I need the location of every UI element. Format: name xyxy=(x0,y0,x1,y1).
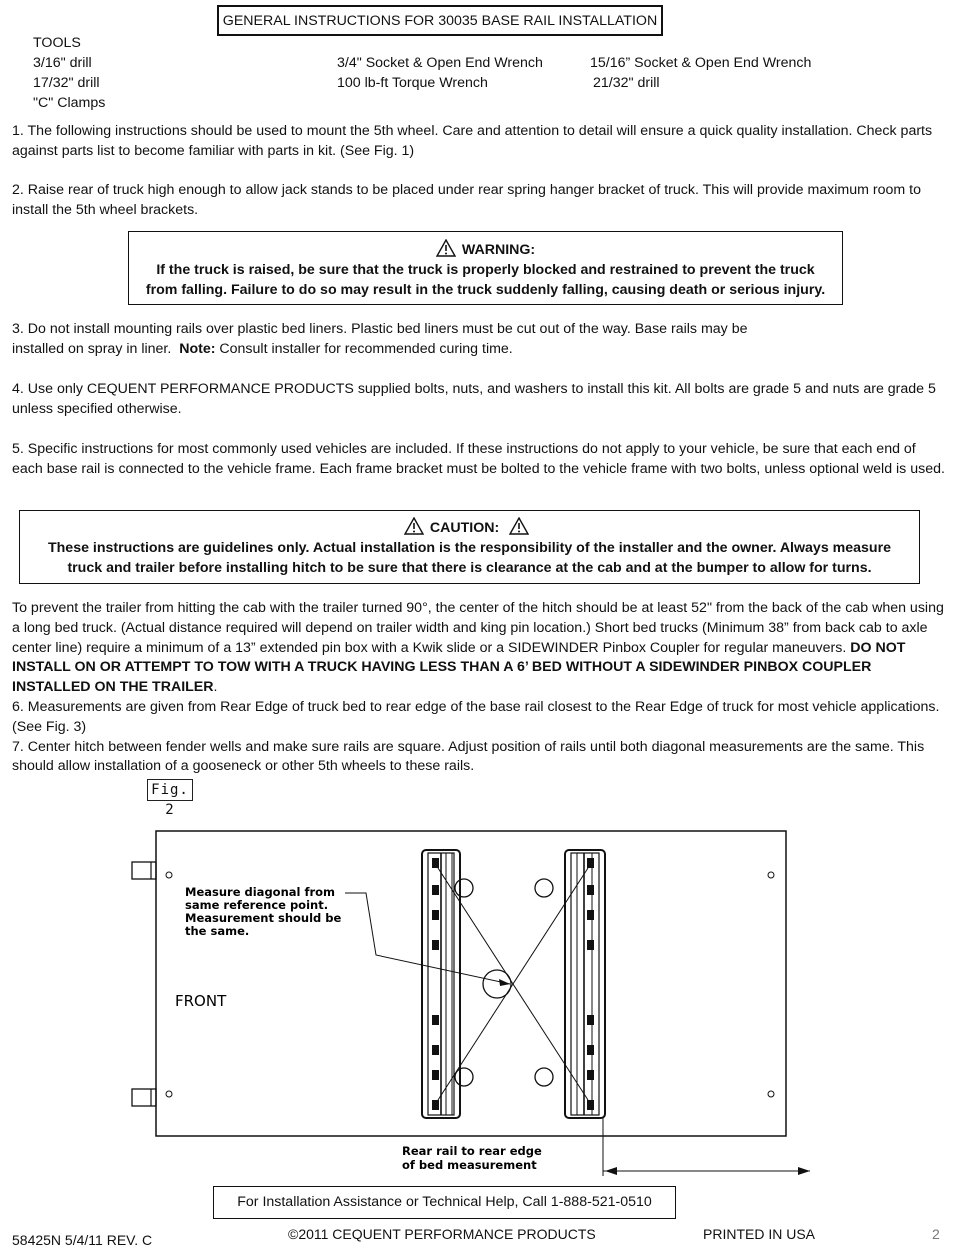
tool-item: 3/16" drill xyxy=(33,55,92,71)
bed-hole xyxy=(535,1068,553,1086)
step-6: 6. Measurements are given from Rear Edge of truck bed to rear edge of the base rail closest to the Rear Edge of truck for most vehicle applications. (See Fig. 3) xyxy=(12,698,940,735)
caution-title: CAUTION: xyxy=(429,520,500,536)
corner-hole xyxy=(768,872,774,878)
part-number: 58425N 5/4/11 REV. C xyxy=(12,1232,153,1248)
clearance-text: To prevent the trailer from hitting the cab with the trailer turned 90°, the center of the hitch should be at least 52" from the back of the cab when using a long bed truck. (Actual distance required will depend on trailer width and king pin location.) Short bed trucks (Minimum 38” from back cab to axle center line) require a minimum of a 13” extended pin box with a Kwik slide or a SIDEWINDER Pinbox Coupler for regular maneuvers. xyxy=(12,600,944,656)
clearance-end: . xyxy=(213,679,218,696)
step-7: 7. Center hitch between fender wells and make sure rails are square. Adjust position of rails until both diagonal measurements are the same. This should allow installation of a gooseneck or other 5th wheels to these rails. xyxy=(12,738,925,775)
note-text: Consult installer for recommended curing time. xyxy=(215,340,513,357)
right-base-rail xyxy=(565,850,605,1118)
printed-in: PRINTED IN USA xyxy=(703,1226,816,1242)
corner-hole xyxy=(166,872,172,878)
document-title: GENERAL INSTRUCTIONS FOR 30035 BASE RAIL INSTALLATION xyxy=(217,5,663,36)
step-2: 2. Raise rear of truck high enough to allow jack stands to be placed under rear spring hanger bracket of truck. This will provide maximum room to install the 5th wheel brackets. xyxy=(12,182,921,218)
warning-line: If the truck is raised, be sure that the truck is properly blocked and restrained to prevent the truck xyxy=(156,262,815,278)
step-5: 5. Specific instructions for most commonly used vehicles are included. If these instructions do not apply to your vehicle, be sure that each end of each base rail is connected to the vehicle frame. Each frame bracket must be bolted to the vehicle frame with two bolts, unless optional weld is used. xyxy=(12,441,945,477)
diagonal-note: the same. xyxy=(185,924,250,938)
tool-item: 3/4" Socket & Open End Wrench xyxy=(337,55,543,71)
corner-hole xyxy=(166,1091,172,1097)
left-base-rail xyxy=(422,850,460,1118)
step-4: 4. Use only CEQUENT PERFORMANCE PRODUCTS supplied bolts, nuts, and washers to install this kit. All bolts are grade 5 and nuts are grade 5 unless specified otherwise. xyxy=(12,381,936,417)
warning-title: WARNING: xyxy=(461,242,536,258)
diagonal-note: Measurement should be xyxy=(185,911,342,925)
tool-item: 15/16” Socket & Open End Wrench xyxy=(590,55,812,71)
warning-line: from falling. Failure to do so may result in the truck suddenly falling, causing death or serious injury. xyxy=(145,282,826,298)
front-label: FRONT xyxy=(175,992,227,1010)
bed-hole xyxy=(535,879,553,897)
bed-hole xyxy=(455,879,473,897)
rear-measure-label: Rear rail to rear edge xyxy=(402,1144,542,1158)
copyright: ©2011 CEQUENT PERFORMANCE PRODUCTS xyxy=(288,1226,596,1242)
step-3-line-2: installed on spray in liner. xyxy=(12,340,172,357)
bed-hole xyxy=(455,1068,473,1086)
tool-item: 17/32" drill xyxy=(33,75,100,91)
tool-item: 100 lb-ft Torque Wrench xyxy=(337,75,488,91)
corner-hole xyxy=(768,1091,774,1097)
rear-measure-label: of bed measurement xyxy=(402,1158,537,1172)
tools-heading: TOOLS xyxy=(33,35,81,51)
clearance-warning: DO NOT INSTALL ON OR ATTEMPT TO TOW WITH A TRUCK HAVING LESS THAN A 6’ BED WITHOUT A SIDEWINDER PINBOX COUPLER INSTALLED ON THE TRAILER xyxy=(12,639,906,696)
front-bracket xyxy=(132,862,156,879)
front-bracket xyxy=(132,1089,156,1106)
figure-label: Fig. 2 xyxy=(147,779,193,801)
tool-item: 21/32" drill xyxy=(593,75,660,91)
tool-item: "C" Clamps xyxy=(33,95,106,111)
caution-line: truck and trailer before installing hitch to be sure that there is clearance at the cab and at the bumper to allow for turns. xyxy=(67,560,872,576)
step-1: 1. The following instructions should be used to mount the 5th wheel. Care and attention to detail will ensure a quick quality installation. Check parts against parts list to become familiar with parts in kit. (See Fig. 1) xyxy=(12,123,933,159)
diagonal-note: same reference point. xyxy=(185,898,329,912)
step-3-line-1: 3. Do not install mounting rails over plastic bed liners. Plastic bed liners must be cut out of the way. Base rails may be xyxy=(12,321,748,337)
help-box: For Installation Assistance or Technical Help, Call 1-888-521-0510 xyxy=(213,1186,676,1219)
caution-line: These instructions are guidelines only. Actual installation is the responsibility of the installer and the owner. Always measure xyxy=(47,540,892,556)
diagonal-note: Measure diagonal from xyxy=(185,885,336,899)
truck-bed-outline xyxy=(156,831,786,1136)
page-number: 2 xyxy=(932,1226,940,1242)
note-label: Note: xyxy=(179,340,216,357)
